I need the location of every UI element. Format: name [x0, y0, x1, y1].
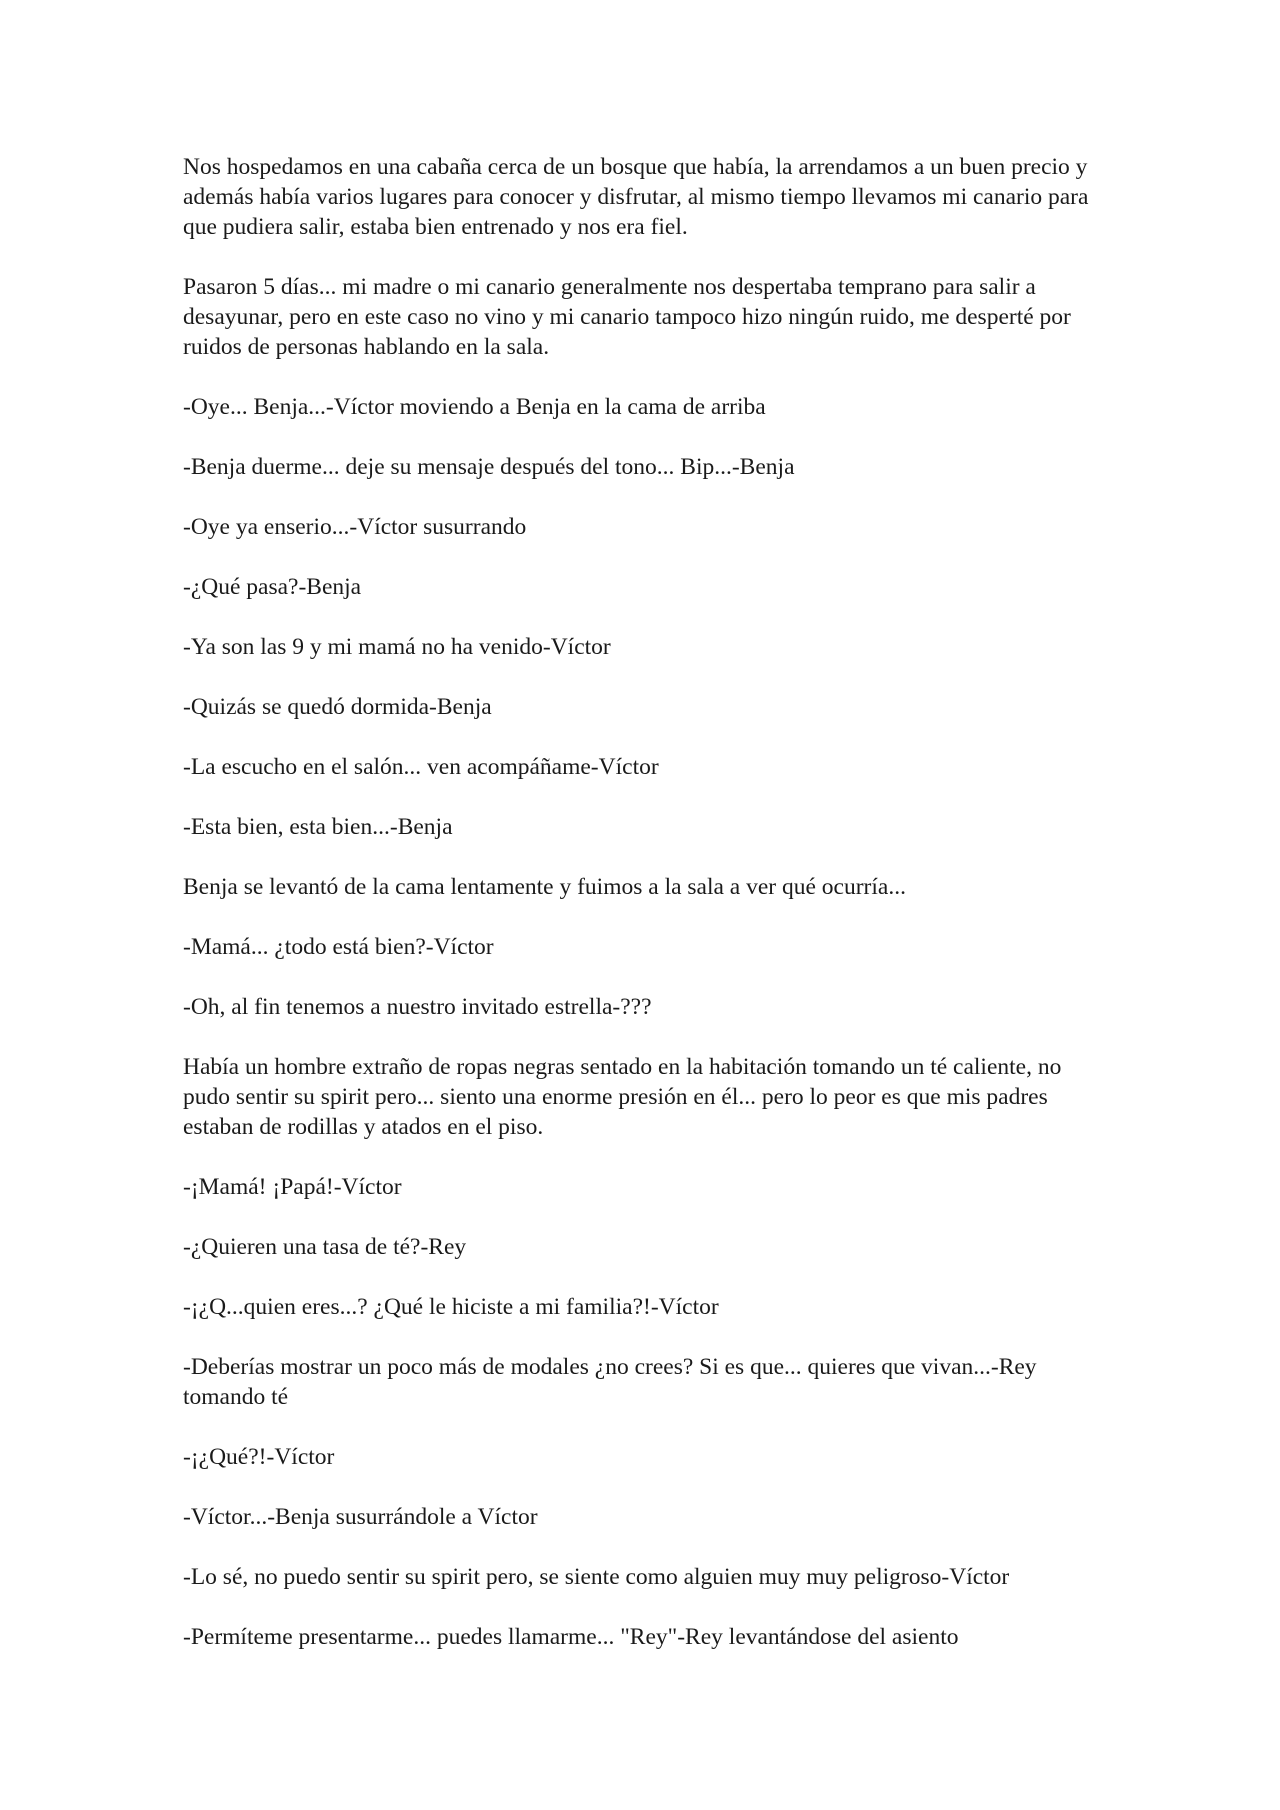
dialogue-line: -¡Mamá! ¡Papá!-Víctor — [183, 1174, 402, 1200]
dialogue-line: -¡¿Q...quien eres...? ¿Qué le hiciste a mi familia?!-Víctor — [183, 1294, 719, 1320]
dialogue-line: -Permíteme presentarme... puedes llamarme... "Rey"-Rey levantándose del asiento — [183, 1624, 959, 1650]
dialogue-line: -Deberías mostrar un poco más de modales ¿no crees? Si es que... quieres que vivan...-Rey tomando té — [183, 1354, 1037, 1410]
dialogue-line: -Ya son las 9 y mi mamá no ha venido-Víctor — [183, 634, 611, 660]
dialogue-line: -Quizás se quedó dormida-Benja — [183, 694, 492, 720]
dialogue-line: -Oye ya enserio...-Víctor susurrando — [183, 514, 527, 540]
dialogue-line: -Esta bien, esta bien...-Benja — [183, 814, 453, 840]
paragraph-narration-get-up: Benja se levantó de la cama lentamente y fuimos a la sala a ver qué ocurría... — [183, 874, 906, 900]
dialogue-line: -La escucho en el salón... ven acompáñame-Víctor — [183, 754, 659, 780]
dialogue-line: -¿Qué pasa?-Benja — [183, 574, 362, 600]
dialogue-line: -Oye... Benja...-Víctor moviendo a Benja en la cama de arriba — [183, 394, 766, 420]
dialogue-line: -Mamá... ¿todo está bien?-Víctor — [183, 934, 494, 960]
dialogue-line: -¿Quieren una tasa de té?-Rey — [183, 1234, 467, 1260]
dialogue-line: -¡¿Qué?!-Víctor — [183, 1444, 335, 1470]
paragraph-narration-cabin: Nos hospedamos en una cabaña cerca de un bosque que había, la arrendamos a un buen precio y además había varios lugares para conocer y disfrutar, al mismo tiempo llevamos mi canario para que pudiera salir, estaba bien entrenado y nos era fiel. — [183, 154, 1089, 240]
dialogue-line: -Oh, al fin tenemos a nuestro invitado estrella-??? — [183, 994, 652, 1020]
dialogue-line: -Víctor...-Benja susurrándole a Víctor — [183, 1504, 538, 1530]
paragraph-narration-stranger: Había un hombre extraño de ropas negras sentado en la habitación tomando un té caliente, no pudo sentir su spirit pero... siento una enorme presión en él... pero lo peor es que mis padres estaban de rodillas y atados en el piso. — [183, 1054, 1062, 1140]
document-body — [183, 152, 1113, 1682]
paragraph-narration-five-days: Pasaron 5 días... mi madre o mi canario generalmente nos despertaba temprano para salir a desayunar, pero en este caso no vino y mi canario tampoco hizo ningún ruido, me desperté por ruidos de personas hablando en la sala. — [183, 274, 1071, 360]
dialogue-line: -Benja duerme... deje su mensaje después del tono... Bip...-Benja — [183, 454, 795, 480]
dialogue-line: -Lo sé, no puedo sentir su spirit pero, se siente como alguien muy muy peligroso-Víctor — [183, 1564, 1010, 1590]
